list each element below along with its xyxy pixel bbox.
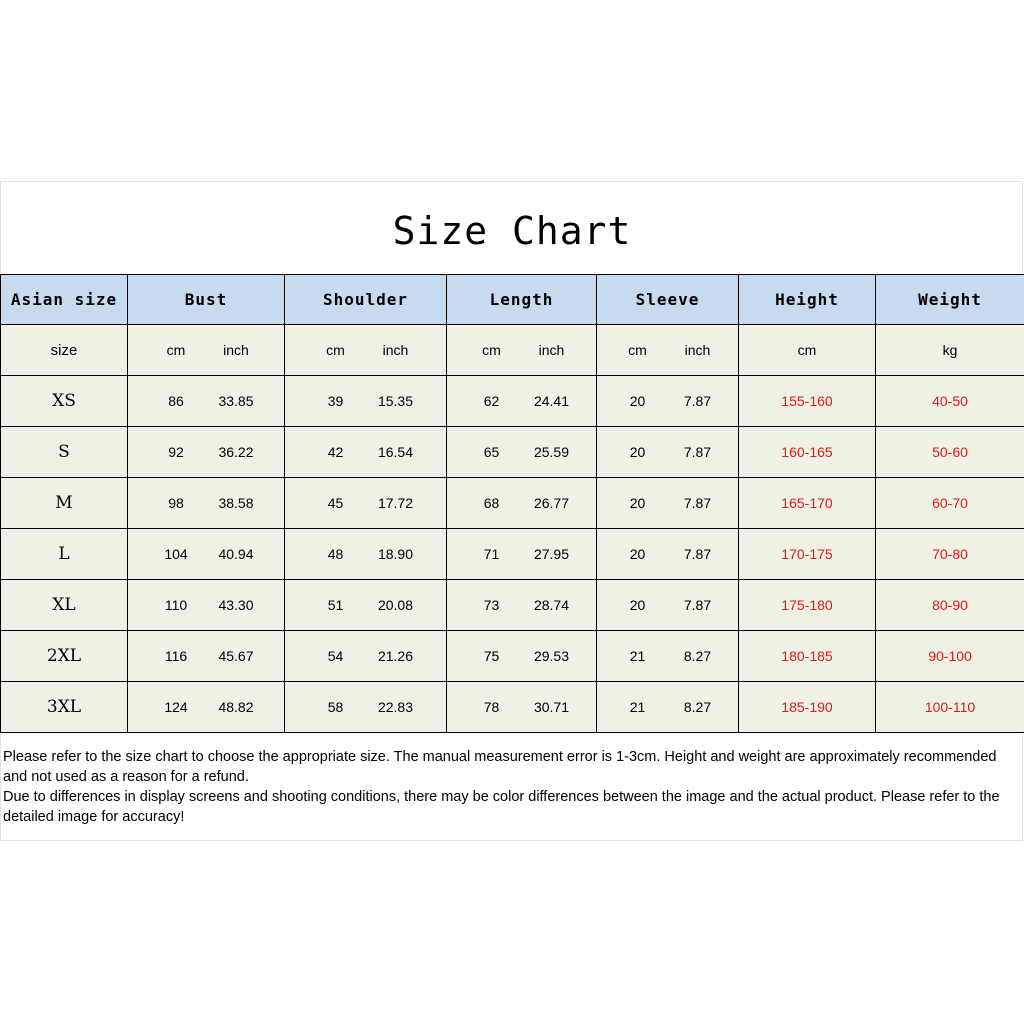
cell-sleeve-inch: 8.27 <box>683 648 712 664</box>
cell-shoulder <box>285 478 447 529</box>
cell-bust <box>128 427 285 478</box>
cell-shoulder-inch: 17.72 <box>377 495 414 511</box>
cell-bust-inch: 48.82 <box>218 699 254 715</box>
cell-height: 170-175 <box>739 529 876 580</box>
cell-length-cm: 75 <box>483 648 500 664</box>
cell-sleeve <box>597 580 739 631</box>
cell-height: 160-165 <box>739 427 876 478</box>
cell-bust <box>128 376 285 427</box>
cell-length <box>447 376 597 427</box>
cell-shoulder-cm: 45 <box>327 495 344 511</box>
cell-sleeve-inch: 7.87 <box>683 444 712 460</box>
cell-shoulder-inch: 21.26 <box>377 648 414 664</box>
table-row <box>1 682 1024 733</box>
page-title: Size Chart <box>392 209 632 253</box>
note-measurement: Please refer to the size chart to choose the appropriate size. The manual measurement error is 1-3cm. Height and weight are approximately recommended and not used as a reason for a refund. <box>3 749 997 785</box>
cell-sleeve <box>597 376 739 427</box>
table-row <box>1 580 1024 631</box>
cell-bust <box>128 529 285 580</box>
header-weight: Weight <box>876 275 1024 325</box>
cell-bust-inch: 38.58 <box>218 495 254 511</box>
cell-size: 2XL <box>1 631 128 682</box>
unit-sleeve <box>597 325 739 376</box>
cell-bust-cm: 98 <box>168 495 184 511</box>
cell-sleeve <box>597 478 739 529</box>
cell-shoulder-inch: 18.90 <box>377 546 414 562</box>
cell-shoulder-inch: 22.83 <box>377 699 414 715</box>
cell-weight: 80-90 <box>876 580 1024 631</box>
cell-height: 175-180 <box>739 580 876 631</box>
cell-length <box>447 682 597 733</box>
cell-sleeve-cm: 20 <box>629 495 646 511</box>
cell-bust-inch: 33.85 <box>218 393 254 409</box>
cell-length-inch: 25.59 <box>533 444 570 460</box>
unit-length-inch: inch <box>538 342 565 358</box>
table-row <box>1 631 1024 682</box>
size-notes <box>3 747 1023 827</box>
unit-height: cm <box>739 325 876 376</box>
cell-length-inch: 26.77 <box>533 495 570 511</box>
cell-length <box>447 580 597 631</box>
header-length: Length <box>447 275 597 325</box>
header-bust: Bust <box>128 275 285 325</box>
cell-bust <box>128 682 285 733</box>
cell-shoulder-cm: 48 <box>327 546 344 562</box>
unit-shoulder-cm: cm <box>326 342 345 358</box>
cell-bust-inch: 45.67 <box>218 648 254 664</box>
cell-length-cm: 71 <box>483 546 500 562</box>
cell-length <box>447 529 597 580</box>
unit-sleeve-cm: cm <box>628 342 647 358</box>
cell-sleeve-inch: 7.87 <box>683 546 712 562</box>
cell-bust-inch: 36.22 <box>218 444 254 460</box>
units-row <box>1 325 1024 376</box>
cell-shoulder <box>285 427 447 478</box>
cell-length-inch: 27.95 <box>533 546 570 562</box>
header-shoulder: Shoulder <box>285 275 447 325</box>
size-table <box>0 274 1024 733</box>
cell-weight: 60-70 <box>876 478 1024 529</box>
cell-weight: 50-60 <box>876 427 1024 478</box>
cell-shoulder-cm: 42 <box>327 444 344 460</box>
header-sleeve: Sleeve <box>597 275 739 325</box>
cell-sleeve-inch: 7.87 <box>683 597 712 613</box>
cell-weight: 90-100 <box>876 631 1024 682</box>
cell-bust <box>128 478 285 529</box>
unit-bust-cm: cm <box>166 342 186 358</box>
cell-sleeve <box>597 631 739 682</box>
cell-shoulder-cm: 58 <box>327 699 344 715</box>
cell-size: 3XL <box>1 682 128 733</box>
unit-weight: kg <box>876 325 1024 376</box>
unit-size: size <box>1 325 128 376</box>
cell-sleeve-cm: 20 <box>629 597 646 613</box>
table-row <box>1 478 1024 529</box>
cell-size: L <box>1 529 128 580</box>
unit-length <box>447 325 597 376</box>
cell-shoulder-cm: 39 <box>327 393 344 409</box>
cell-bust-inch: 43.30 <box>218 597 254 613</box>
cell-length-inch: 24.41 <box>533 393 570 409</box>
cell-length-cm: 73 <box>483 597 500 613</box>
cell-sleeve-inch: 7.87 <box>683 393 712 409</box>
cell-sleeve-inch: 7.87 <box>683 495 712 511</box>
cell-sleeve <box>597 529 739 580</box>
cell-length-cm: 78 <box>483 699 500 715</box>
unit-sleeve-inch: inch <box>684 342 711 358</box>
cell-shoulder-inch: 16.54 <box>377 444 414 460</box>
header-asian-size: Asian size <box>1 275 128 325</box>
cell-sleeve-cm: 21 <box>629 648 646 664</box>
cell-bust <box>128 580 285 631</box>
cell-weight: 40-50 <box>876 376 1024 427</box>
cell-sleeve-cm: 21 <box>629 699 646 715</box>
cell-shoulder <box>285 529 447 580</box>
header-height: Height <box>739 275 876 325</box>
cell-sleeve-cm: 20 <box>629 546 646 562</box>
cell-sleeve-cm: 20 <box>629 444 646 460</box>
cell-length-cm: 68 <box>483 495 500 511</box>
cell-length-cm: 65 <box>483 444 500 460</box>
header-row <box>1 275 1024 325</box>
unit-bust <box>128 325 285 376</box>
cell-sleeve-cm: 20 <box>629 393 646 409</box>
cell-shoulder <box>285 580 447 631</box>
cell-shoulder-inch: 20.08 <box>377 597 414 613</box>
cell-shoulder <box>285 682 447 733</box>
cell-bust-cm: 124 <box>164 699 188 715</box>
unit-length-cm: cm <box>482 342 501 358</box>
cell-size: M <box>1 478 128 529</box>
cell-size: XL <box>1 580 128 631</box>
cell-length-inch: 30.71 <box>533 699 570 715</box>
cell-bust-inch: 40.94 <box>218 546 254 562</box>
unit-shoulder-inch: inch <box>382 342 409 358</box>
cell-bust <box>128 631 285 682</box>
cell-shoulder-cm: 54 <box>327 648 344 664</box>
cell-shoulder <box>285 631 447 682</box>
cell-height: 165-170 <box>739 478 876 529</box>
cell-length-cm: 62 <box>483 393 500 409</box>
cell-length <box>447 478 597 529</box>
cell-height: 180-185 <box>739 631 876 682</box>
cell-bust-cm: 104 <box>164 546 188 562</box>
cell-sleeve <box>597 427 739 478</box>
cell-length-inch: 29.53 <box>533 648 570 664</box>
cell-shoulder-inch: 15.35 <box>377 393 414 409</box>
cell-bust-cm: 86 <box>168 393 184 409</box>
cell-shoulder-cm: 51 <box>327 597 344 613</box>
cell-sleeve-inch: 8.27 <box>683 699 712 715</box>
table-row <box>1 376 1024 427</box>
cell-weight: 100-110 <box>876 682 1024 733</box>
cell-bust-cm: 116 <box>164 648 188 664</box>
cell-length-inch: 28.74 <box>533 597 570 613</box>
table-row <box>1 529 1024 580</box>
cell-shoulder <box>285 376 447 427</box>
cell-size: S <box>1 427 128 478</box>
cell-sleeve <box>597 682 739 733</box>
cell-height: 155-160 <box>739 376 876 427</box>
note-color: Due to differences in display screens and shooting conditions, there may be color differences between the image and the actual product. Please refer to the detailed image for accuracy! <box>3 789 1000 825</box>
cell-bust-cm: 110 <box>164 597 188 613</box>
cell-height: 185-190 <box>739 682 876 733</box>
unit-bust-inch: inch <box>223 342 249 358</box>
table-row <box>1 427 1024 478</box>
cell-length <box>447 427 597 478</box>
unit-shoulder <box>285 325 447 376</box>
cell-length <box>447 631 597 682</box>
cell-weight: 70-80 <box>876 529 1024 580</box>
cell-size: XS <box>1 376 128 427</box>
cell-bust-cm: 92 <box>168 444 184 460</box>
